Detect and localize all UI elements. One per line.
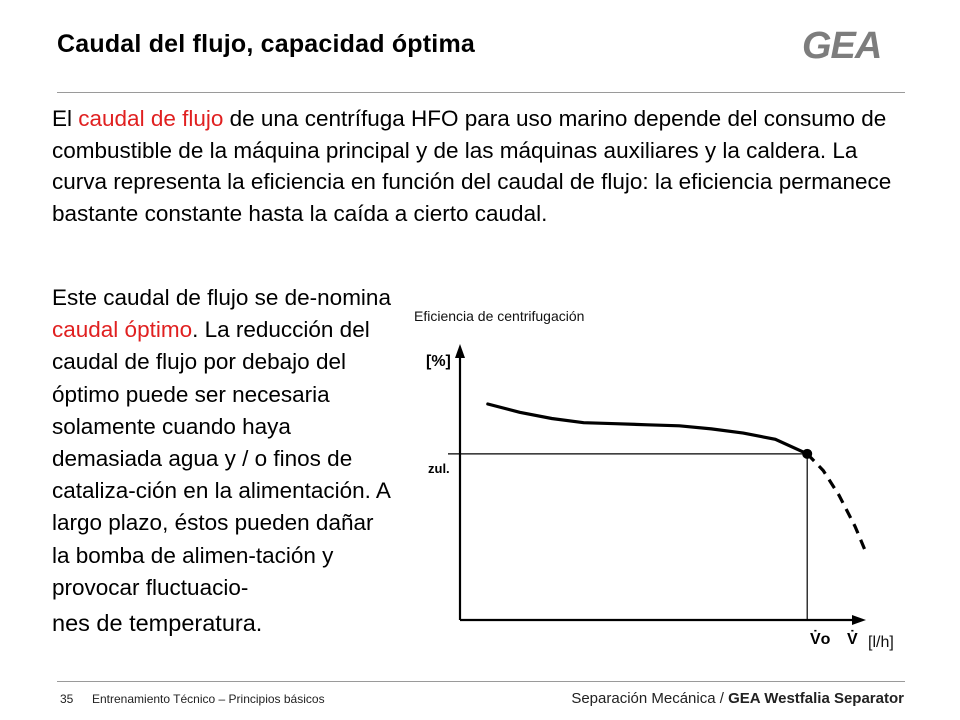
x-marker-label-optimum: V̇o — [810, 631, 831, 648]
header-divider — [57, 92, 905, 93]
gea-logo-text: GEA — [802, 25, 882, 64]
x-marker-label-flow: V̇ — [847, 631, 858, 648]
highlight-caudal-de-flujo: caudal de flujo — [78, 106, 224, 131]
highlight-caudal-optimo: caudal óptimo — [52, 317, 193, 343]
y-axis-arrow — [455, 344, 465, 358]
footer-divider — [57, 681, 905, 682]
p1-after: de una centrífuga HFO para uso marino depende del consumo de combustible de la máquina principal y de las máquinas auxiliares y la caldera. La curva representa la eficiencia en función del caudal de flujo: la eficiencia permanece bastante constante hasta la caída a cierto caudal. — [52, 106, 892, 226]
x-axis-unit: [l/h] — [868, 634, 894, 651]
p2-last-line: nes de temperatura. — [52, 610, 263, 637]
footer-brand-name: GEA Westfalia Separator — [728, 690, 904, 707]
footer-brand — [571, 690, 904, 707]
chart-title: Eficiencia de centrifugación — [414, 308, 585, 324]
efficiency-curve — [488, 404, 807, 454]
p1-before: El — [52, 106, 79, 131]
x-axis-arrow — [852, 615, 866, 625]
y-axis-label: [%] — [426, 353, 451, 370]
efficiency-chart — [400, 330, 920, 660]
p2-before: Este caudal de flujo se de-nomina — [52, 285, 391, 310]
footer-course-title: Entrenamiento Técnico – Principios básicos — [92, 692, 325, 706]
y-marker-label: zul. — [428, 461, 450, 476]
optimum-paragraph — [52, 282, 392, 642]
footer-brand-prefix: Separación Mecánica / — [571, 690, 729, 707]
efficiency-drop-curve — [807, 454, 865, 550]
page-number: 35 — [60, 692, 74, 706]
p2-after: . La reducción del caudal de flujo por debajo del óptimo puede ser necesaria solamente cuando haya demasiada agua y / o finos de cataliza-ción en la alimentación. A largo plazo, éstos pueden dañar la bomba de alimen-tación y provocar fluctuacio- — [52, 317, 390, 600]
optimum-point — [802, 449, 812, 459]
gea-logo — [800, 24, 904, 64]
slide-title: Caudal del flujo, capacidad óptima — [57, 30, 475, 58]
intro-paragraph — [52, 103, 912, 229]
